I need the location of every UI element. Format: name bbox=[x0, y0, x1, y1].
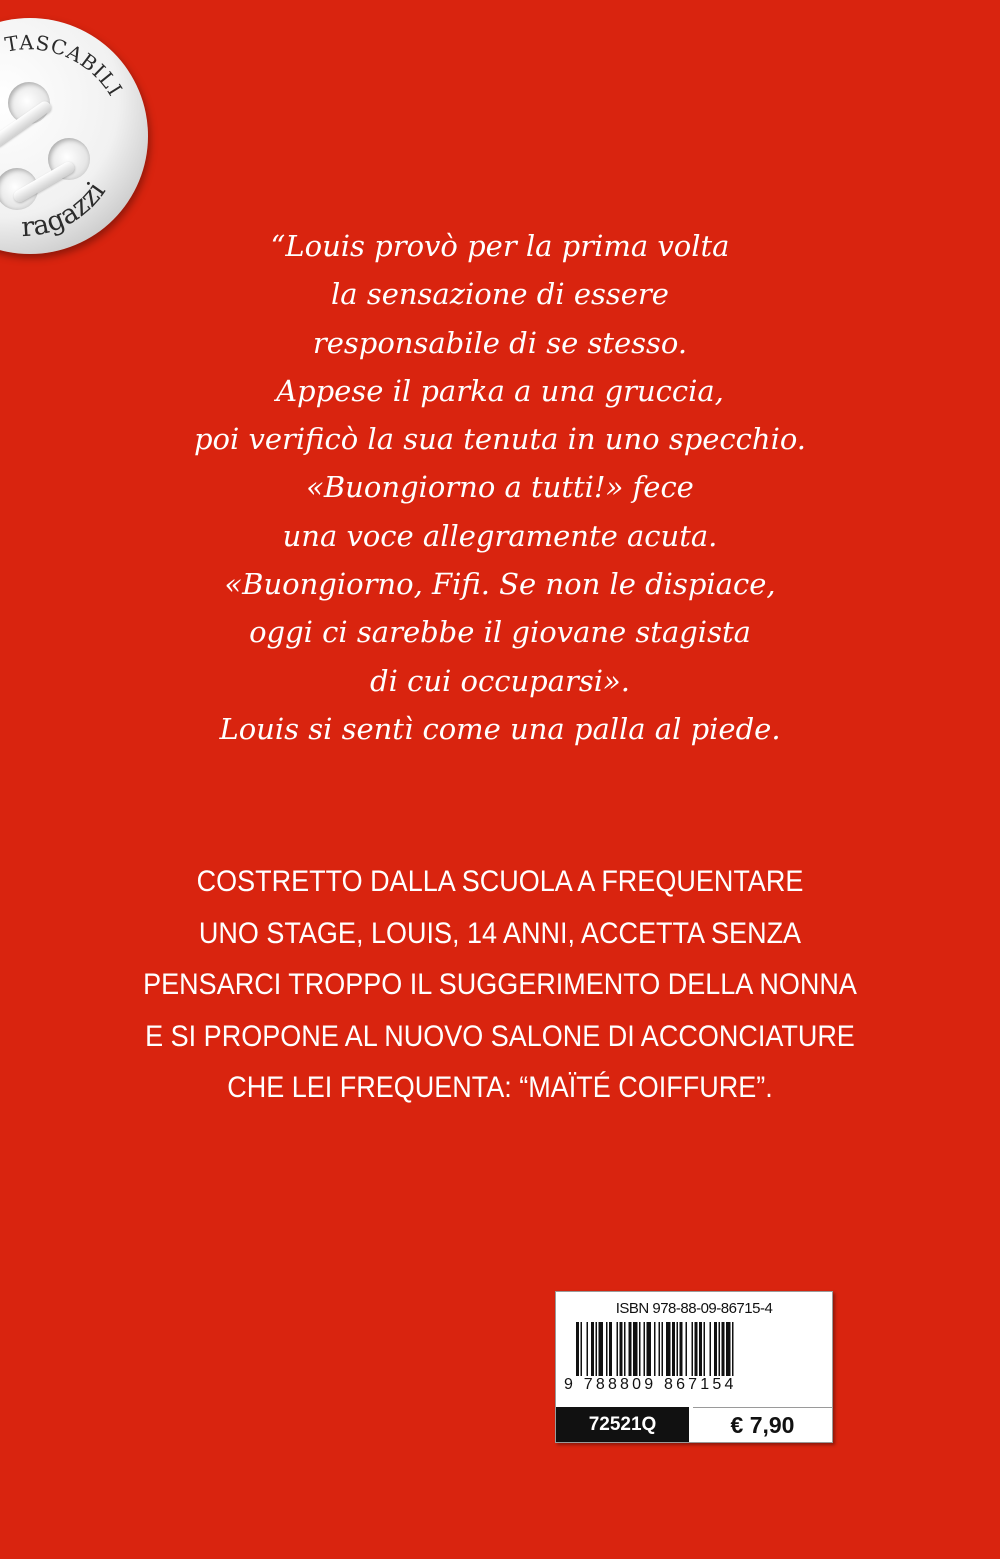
blurb-line: CHE LEI FREQUENTA: “MAÏTÉ COIFFURE”. bbox=[227, 1071, 773, 1104]
quote-line: poi verificò la sua tenuta in uno specchio. bbox=[193, 422, 807, 457]
price: € 7,90 bbox=[693, 1407, 832, 1442]
isbn-label: ISBN 978-88-09-86715-4 bbox=[615, 1300, 773, 1317]
series-badge-bottom-text: ragazzi bbox=[20, 176, 112, 244]
blurb-line: PENSARCI TROPPO IL SUGGERIMENTO DELLA NONNA bbox=[143, 968, 857, 1001]
series-badge-top-text: TASCABILI bbox=[3, 30, 128, 101]
quote-line: “Louis provò per la prima volta bbox=[270, 229, 730, 263]
book-blurb bbox=[50, 856, 950, 1114]
quote-line: una voce allegramente acuta. bbox=[282, 518, 718, 553]
barcode-digits: 9 788809 867154 bbox=[564, 1376, 737, 1393]
series-badge-label bbox=[0, 18, 148, 254]
isbn-barcode-box bbox=[555, 1291, 833, 1443]
svg-text:TASCABILI bbox=[3, 30, 127, 100]
barcode-bar bbox=[647, 1322, 652, 1376]
barcode-bar bbox=[719, 1322, 721, 1376]
barcode-bar bbox=[710, 1322, 712, 1376]
barcode-bar bbox=[599, 1322, 604, 1376]
barcode-bar bbox=[680, 1322, 683, 1376]
barcode-bar bbox=[624, 1322, 626, 1376]
barcode-bar bbox=[629, 1322, 632, 1376]
blurb-line: E SI PROPONE AL NUOVO SALONE DI ACCONCIATURE bbox=[145, 1019, 855, 1053]
barcode-bar bbox=[591, 1322, 594, 1376]
barcode-bar bbox=[659, 1322, 661, 1376]
blurb-line: UNO STAGE, LOUIS, 14 ANNI, ACCETTA SENZA bbox=[198, 916, 802, 950]
barcode-bar bbox=[662, 1322, 664, 1376]
barcode-bar bbox=[596, 1322, 598, 1376]
quote-line: «Buongiorno, Fifi. Se non le dispiace, bbox=[224, 567, 776, 602]
barcode-bar bbox=[692, 1322, 694, 1376]
barcode-bar bbox=[704, 1322, 706, 1376]
barcode-bar bbox=[699, 1322, 702, 1376]
barcode-bar bbox=[695, 1322, 698, 1376]
barcode-bar bbox=[644, 1322, 646, 1376]
barcode-bar bbox=[606, 1322, 608, 1376]
quote-line: Louis si sentì come una palla al piede. bbox=[219, 711, 781, 746]
quote-line: di cui occuparsi». bbox=[370, 663, 630, 698]
quote-line: responsabile di se stesso. bbox=[312, 325, 688, 360]
barcode-bar bbox=[617, 1322, 619, 1376]
blurb-line: COSTRETTO DALLA SCUOLA A FREQUENTARE bbox=[196, 865, 804, 898]
barcode-bar bbox=[639, 1322, 641, 1376]
barcode-bar bbox=[722, 1322, 725, 1376]
barcode-bar bbox=[686, 1322, 688, 1376]
barcode-bar bbox=[714, 1322, 717, 1376]
excerpt-quote bbox=[0, 222, 1000, 753]
quote-line: oggi ci sarebbe il giovane stagista bbox=[249, 615, 751, 650]
barcode-icon bbox=[576, 1322, 812, 1376]
barcode-bar bbox=[732, 1322, 734, 1376]
product-code: 72521Q bbox=[556, 1407, 689, 1442]
quote-line: Appese il parka a una gruccia, bbox=[276, 373, 724, 408]
barcode-bar bbox=[620, 1322, 623, 1376]
barcode-bar bbox=[726, 1322, 731, 1376]
barcode-bar bbox=[666, 1322, 671, 1376]
barcode-bar bbox=[677, 1322, 679, 1376]
barcode-bar bbox=[633, 1322, 638, 1376]
barcode-bar bbox=[581, 1322, 583, 1376]
barcode-bar bbox=[576, 1322, 579, 1376]
barcode-bar bbox=[654, 1322, 656, 1376]
quote-line: «Buongiorno a tutti!» fece bbox=[306, 470, 694, 505]
barcode-bar bbox=[672, 1322, 675, 1376]
barcode-bar bbox=[609, 1322, 612, 1376]
quote-line: la sensazione di essere bbox=[331, 277, 669, 312]
barcode-bar bbox=[587, 1322, 589, 1376]
